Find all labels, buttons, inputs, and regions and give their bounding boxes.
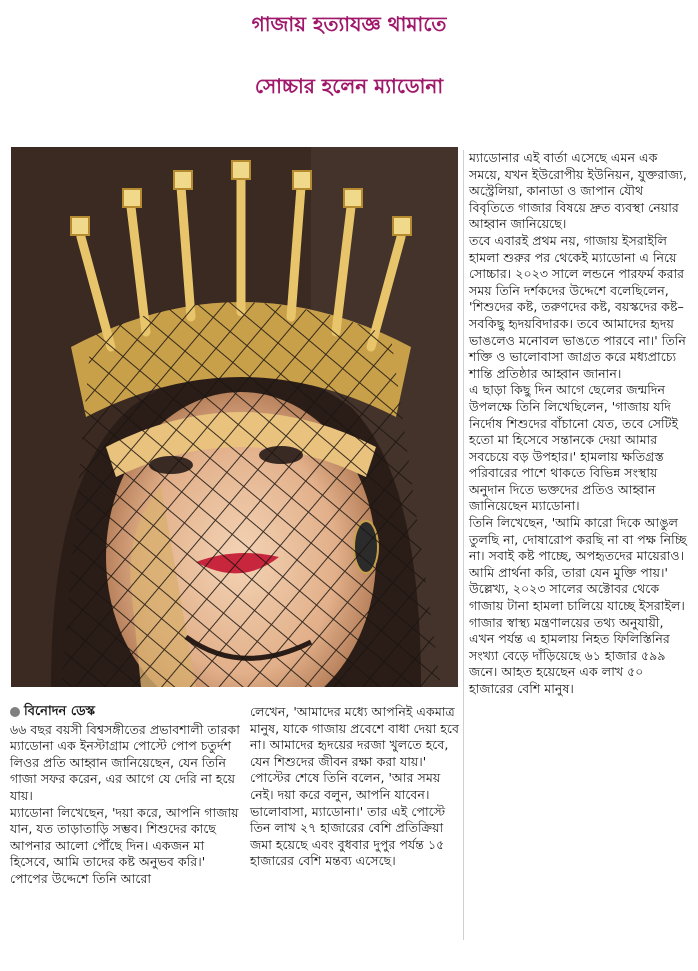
byline bbox=[10, 704, 242, 721]
paragraph: পোস্টের শেষে তিনি বলেন, 'আর সময় নেই। দয়া করে বলুন, আপনি যাবেন। ভালোবাসা, ম্যাডোনা।' তার এই পোস্টে তিন লাখ ২৭ হাজারের বেশি প্রতিক্রিয়া জমা হয়েছে এবং বুধবার দুপুর পর্যন্ত ১৫ হাজারের বেশি মন্তব্য এসেছে। bbox=[250, 770, 446, 869]
headline-line-2: সোচ্চার হলেন ম্যাডোনা bbox=[254, 74, 444, 98]
paragraph: এ ছাড়া কিছু দিন আগে ছেলের জন্মদিন উপলক্ষে তিনি লিখেছিলেন, 'গাজায় যদি নির্দোষ শিশুদের বাঁচানো যেত, তবে সেটিই হতো মা হিসেবে সন্তানকে দেয়া আমার সবচেয়ে বড় উপহার।' হামলায় ক্ষতিগ্রস্ত পরিবারের পাশে থাকতে বিভিন্ন সংস্থায় অনুদান দিতে ভক্তদের প্রতিও আহ্বান জানিয়েছেন ম্যাডোনা। bbox=[469, 382, 679, 514]
paragraph: ম্যাডোনার এই বার্তা এসেছে এমন এক সময়ে, যখন ইউরোপীয় ইউনিয়ন, যুক্তরাজ্য, অস্ট্রেলিয়া, কানাডা ও জাপান যৌথ বিবৃতিতে গাজার বিষয়ে দ্রুত ব্যবস্থা নেয়ার আহ্বান জানিয়েছে। bbox=[469, 150, 687, 232]
madonna-photo bbox=[11, 147, 458, 687]
byline-text: বিনোদন ডেস্ক bbox=[24, 704, 96, 719]
headline-line-1: গাজায় হত্যাযজ্ঞ থামাতে bbox=[251, 12, 447, 36]
article-column-middle bbox=[250, 704, 466, 870]
paragraph: তবে এবারই প্রথম নয়, গাজায় ইসরাইলি হামলা শুরুর পর থেকেই ম্যাডোনা এ নিয়ে সোচ্চার। ২০২৩ সালে লন্ডনে পারফর্ম করার সময় তিনি দর্শকদের উদ্দেশে বলেছিলেন, 'শিশুদের কষ্ট, তরুণদের কষ্ট, বয়স্কদের কষ্ট– সবকিছু হৃদয়বিদারক। তবে আমাদের হৃদয় ভাঙলেও মনোবল ভাঙতে পারবে না।' তিনি শক্তি ও ভালোবাসা জাগ্রত করে মধ্যপ্রাচ্যে শান্তি প্রতিষ্ঠার আহ্বান জানান। bbox=[469, 232, 686, 381]
article-column-left bbox=[10, 704, 242, 888]
paragraph: ম্যাডোনা লিখেছেন, 'দয়া করে, আপনি গাজায় যান, যত তাড়াতাড়ি সম্ভব। শিশুদের কাছে আপনার আলো পৌঁছে দিন। একজন মা হিসেবে, আমি তাদের কষ্ট অনুভব করি।' পোপের উদ্দেশে তিনি আরো bbox=[10, 804, 239, 886]
paragraph: লেখেন, 'আমাদের মধ্যে আপনিই একমাত্র মানুষ, যাকে গাজায় প্রবেশে বাধা দেয়া হবে না। আমাদের হৃদয়ের দরজা খুলতে হবে, যেন শিশুদের জীবন রক্ষা করা যায়।' bbox=[250, 704, 459, 769]
paragraph: তিনি লিখেছেন, 'আমি কারো দিকে আঙুল তুলছি না, দোষারোপ করছি না বা পক্ষ নিচ্ছি না। সবাই কষ্ট পাচ্ছে, অপহৃতদের মায়েরাও। আমি প্রার্থনা করি, তারা যেন মুক্তি পায়।' উল্লেখ্য, ২০২৩ সালের অক্টোবর থেকে গাজায় টানা হামলা চালিয়ে যাচ্ছে ইসরাইল। গাজার স্বাস্থ্য মন্ত্রণালয়ের তথ্য অনুযায়ী, এখন পর্যন্ত এ হামলায় নিহত ফিলিস্তিনির সংখ্যা বেড়ে দাঁড়িয়েছে ৬১ হাজার ৫৯৯ জনে। আহত হয়েছেন এক লাখ ৫০ হাজারের বেশি মানুষ। bbox=[469, 515, 687, 696]
photo-illustration bbox=[11, 147, 458, 687]
article-column-right bbox=[469, 150, 691, 698]
bullet-icon bbox=[10, 707, 20, 717]
paragraph: ৬৬ বছর বয়সী বিশ্বসঙ্গীতের প্রভাবশালী তারকা ম্যাডোনা এক ইনস্টাগ্রাম পোস্টে পোপ চতুর্দশ লিওর প্রতি আহ্বান জানিয়েছেন, যেন তিনি গাজা সফর করেন, এর আগে যে দেরি না হয়ে যায়। bbox=[10, 721, 240, 803]
